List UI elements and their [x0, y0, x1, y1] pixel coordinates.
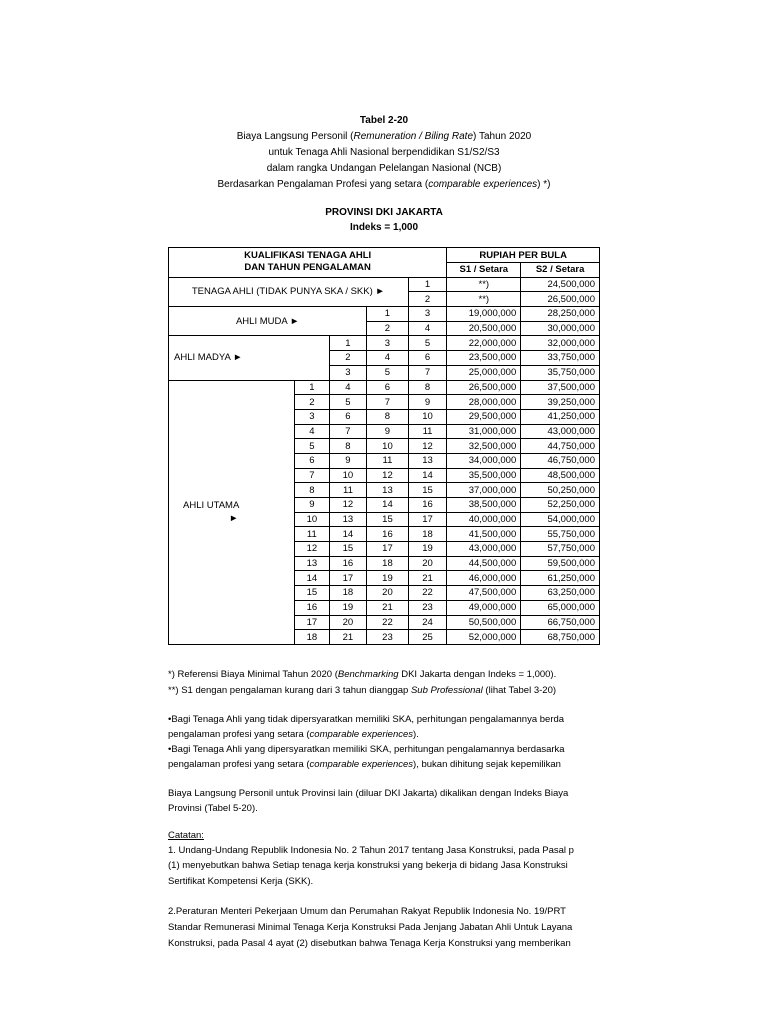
years-s1: 1 — [408, 277, 447, 292]
level-utama: 7 — [295, 468, 330, 483]
level-utama: 1 — [295, 380, 330, 395]
catatan-1-line-2: (1) menyebutkan bahwa Setiap tenaga kerja konstruksi yang bekerja di bidang Jasa Konstruksi — [168, 860, 568, 871]
level-muda: 15 — [367, 512, 408, 527]
header-s1: S1 / Setara — [447, 263, 521, 278]
level-madya: 19 — [329, 600, 367, 615]
level-madya: 5 — [329, 395, 367, 410]
value-s2: 59,500,000 — [521, 556, 600, 571]
value-s2: 24,500,000 — [521, 277, 600, 292]
header-s2: S2 / Setara — [521, 263, 600, 278]
level-madya: 13 — [329, 512, 367, 527]
level-muda: 23 — [367, 630, 408, 645]
years-s1: 14 — [408, 468, 447, 483]
value-s2: 43,000,000 — [521, 424, 600, 439]
bullet-2-line-2: pengalaman profesi yang setara (comparable experiences), bukan dihitung sejak kepemilikan — [168, 759, 561, 770]
note-1: *) Referensi Biaya Minimal Tahun 2020 (Benchmarking DKI Jakarta dengan Indeks = 1,000). — [168, 669, 557, 680]
level-madya: 20 — [329, 615, 367, 630]
years-s1: 9 — [408, 395, 447, 410]
level-utama: 4 — [295, 424, 330, 439]
value-s1: 47,500,000 — [447, 586, 521, 601]
years-s1: 13 — [408, 453, 447, 468]
value-s2: 39,250,000 — [521, 395, 600, 410]
level-muda: 14 — [367, 498, 408, 513]
value-s1: 43,000,000 — [447, 542, 521, 557]
years-s1: 17 — [408, 512, 447, 527]
level-utama: 5 — [295, 439, 330, 454]
note-2: **) S1 dengan pengalaman kurang dari 3 tahun dianggap Sub Professional (lihat Tabel 3-20) — [168, 685, 557, 696]
level-madya: 3 — [329, 365, 367, 380]
level-madya: 15 — [329, 542, 367, 557]
table-number: Tabel 2-20 — [359, 115, 409, 126]
level-utama: 13 — [295, 556, 330, 571]
level-madya: 14 — [329, 527, 367, 542]
level-muda: 4 — [367, 351, 408, 366]
value-s2: 37,500,000 — [521, 380, 600, 395]
value-s1: 29,500,000 — [447, 409, 521, 424]
value-s2: 30,000,000 — [521, 321, 600, 336]
years-s1: 21 — [408, 571, 447, 586]
years-s1: 18 — [408, 527, 447, 542]
years-s1: 12 — [408, 439, 447, 454]
remuneration-table — [168, 247, 600, 645]
value-s2: 32,000,000 — [521, 336, 600, 351]
value-s1: 50,500,000 — [447, 615, 521, 630]
level-utama: 18 — [295, 630, 330, 645]
catatan-2-line-3: Konstruksi, pada Pasal 4 ayat (2) disebutkan bahwa Tenaga Kerja Konstruksi yang memberikan — [168, 938, 571, 949]
value-s1: 23,500,000 — [447, 351, 521, 366]
value-s1: 31,000,000 — [447, 424, 521, 439]
level-muda: 1 — [367, 307, 408, 322]
value-s2: 66,750,000 — [521, 615, 600, 630]
level-muda: 12 — [367, 468, 408, 483]
level-madya: 12 — [329, 498, 367, 513]
years-s1: 8 — [408, 380, 447, 395]
years-s1: 10 — [408, 409, 447, 424]
value-s1: 49,000,000 — [447, 600, 521, 615]
value-s1: 44,500,000 — [447, 556, 521, 571]
label-ahli-utama — [169, 380, 295, 644]
table-row — [169, 336, 600, 351]
value-s1: 38,500,000 — [447, 498, 521, 513]
level-muda: 21 — [367, 600, 408, 615]
bullet-1-line-2: pengalaman profesi yang setara (comparable experiences). — [168, 729, 419, 740]
header-qualification-line-2: DAN TAHUN PENGALAMAN — [244, 262, 371, 274]
level-utama: 16 — [295, 600, 330, 615]
level-muda: 18 — [367, 556, 408, 571]
years-s1: 16 — [408, 498, 447, 513]
value-s1: 22,000,000 — [447, 336, 521, 351]
level-muda: 3 — [367, 336, 408, 351]
level-utama: 8 — [295, 483, 330, 498]
value-s2: 57,750,000 — [521, 542, 600, 557]
value-s2: 55,750,000 — [521, 527, 600, 542]
level-muda: 2 — [367, 321, 408, 336]
years-s1: 24 — [408, 615, 447, 630]
value-s1: **) — [447, 292, 521, 307]
level-utama: 15 — [295, 586, 330, 601]
years-s1: 25 — [408, 630, 447, 645]
level-muda: 11 — [367, 453, 408, 468]
years-s1: 4 — [408, 321, 447, 336]
label-tenaga-ahli: TENAGA AHLI (TIDAK PUNYA SKA / SKK) ► — [169, 277, 409, 306]
header-qualification-line-1: KUALIFIKASI TENAGA AHLI — [244, 250, 372, 262]
level-muda: 8 — [367, 409, 408, 424]
title-line-4: dalam rangka Undangan Pelelangan Nasional (NCB) — [266, 163, 502, 174]
level-madya: 10 — [329, 468, 367, 483]
level-muda: 20 — [367, 586, 408, 601]
title-line-5: Berdasarkan Pengalaman Profesi yang setara (comparable experiences) *) — [217, 179, 551, 190]
value-s1: 41,500,000 — [447, 527, 521, 542]
catatan-2-line-1: 2.Peraturan Menteri Pekerjaan Umum dan Perumahan Rakyat Republik Indonesia No. 19/PRT — [168, 906, 566, 917]
title-line-3: untuk Tenaga Ahli Nasional berpendidikan S1/S2/S3 — [268, 147, 500, 158]
value-s1: 25,000,000 — [447, 365, 521, 380]
index-heading: Indeks = 1,000 — [349, 222, 419, 233]
level-utama: 10 — [295, 512, 330, 527]
level-madya: 8 — [329, 439, 367, 454]
value-s2: 52,250,000 — [521, 498, 600, 513]
value-s1: 28,000,000 — [447, 395, 521, 410]
value-s2: 48,500,000 — [521, 468, 600, 483]
value-s1: 37,000,000 — [447, 483, 521, 498]
level-madya: 1 — [329, 336, 367, 351]
level-madya: 7 — [329, 424, 367, 439]
level-muda: 7 — [367, 395, 408, 410]
catatan-heading: Catatan: — [168, 830, 204, 841]
title-line-2: Biaya Langsung Personil (Remuneration / Biling Rate) Tahun 2020 — [236, 131, 532, 142]
level-utama: 14 — [295, 571, 330, 586]
catatan-1-line-1: 1. Undang-Undang Republik Indonesia No. 2 Tahun 2017 tentang Jasa Konstruksi, pada Pasal p — [168, 845, 574, 856]
years-s1: 19 — [408, 542, 447, 557]
bullet-1-line-1: •Bagi Tenaga Ahli yang tidak dipersyaratkan memiliki SKA, perhitungan pengalamannya berda — [168, 714, 565, 725]
level-muda: 17 — [367, 542, 408, 557]
arrow-right-icon: ► — [229, 513, 239, 525]
header-qualification — [169, 248, 447, 278]
level-madya: 18 — [329, 586, 367, 601]
value-s2: 65,000,000 — [521, 600, 600, 615]
value-s2: 46,750,000 — [521, 453, 600, 468]
years-s1: 20 — [408, 556, 447, 571]
years-s1: 6 — [408, 351, 447, 366]
level-madya: 4 — [329, 380, 367, 395]
value-s1: 34,000,000 — [447, 453, 521, 468]
table-row — [169, 277, 600, 292]
level-muda: 9 — [367, 424, 408, 439]
level-muda: 13 — [367, 483, 408, 498]
table-row — [169, 307, 600, 322]
level-madya: 16 — [329, 556, 367, 571]
value-s2: 54,000,000 — [521, 512, 600, 527]
table-row — [169, 248, 600, 263]
province-heading: PROVINSI DKI JAKARTA — [325, 207, 443, 218]
value-s2: 35,750,000 — [521, 365, 600, 380]
level-utama: 17 — [295, 615, 330, 630]
value-s1: 40,000,000 — [447, 512, 521, 527]
years-s1: 2 — [408, 292, 447, 307]
value-s1: 19,000,000 — [447, 307, 521, 322]
label-ahli-utama-text: AHLI UTAMA — [183, 500, 240, 512]
level-muda: 6 — [367, 380, 408, 395]
paragraph-line-1: Biaya Langsung Personil untuk Provinsi lain (diluar DKI Jakarta) dikalikan dengan Indeks Biaya — [168, 788, 569, 799]
value-s1: 35,500,000 — [447, 468, 521, 483]
level-utama: 12 — [295, 542, 330, 557]
header-rupiah: RUPIAH PER BULA — [447, 248, 600, 263]
level-utama: 2 — [295, 395, 330, 410]
level-madya: 21 — [329, 630, 367, 645]
years-s1: 22 — [408, 586, 447, 601]
value-s2: 68,750,000 — [521, 630, 600, 645]
value-s2: 63,250,000 — [521, 586, 600, 601]
value-s2: 61,250,000 — [521, 571, 600, 586]
catatan-1-line-3: Sertifikat Kompetensi Kerja (SKK). — [168, 876, 314, 887]
value-s1: 52,000,000 — [447, 630, 521, 645]
paragraph-line-2: Provinsi (Tabel 5-20). — [168, 803, 258, 814]
value-s1: **) — [447, 277, 521, 292]
years-s1: 11 — [408, 424, 447, 439]
level-muda: 5 — [367, 365, 408, 380]
value-s1: 20,500,000 — [447, 321, 521, 336]
level-muda: 10 — [367, 439, 408, 454]
level-utama: 11 — [295, 527, 330, 542]
value-s1: 46,000,000 — [447, 571, 521, 586]
years-s1: 3 — [408, 307, 447, 322]
label-ahli-madya: AHLI MADYA ► — [169, 336, 330, 380]
level-madya: 6 — [329, 409, 367, 424]
label-ahli-muda: AHLI MUDA ► — [169, 307, 367, 336]
value-s2: 41,250,000 — [521, 409, 600, 424]
value-s2: 44,750,000 — [521, 439, 600, 454]
level-madya: 2 — [329, 351, 367, 366]
years-s1: 7 — [408, 365, 447, 380]
level-madya: 9 — [329, 453, 367, 468]
value-s2: 26,500,000 — [521, 292, 600, 307]
value-s2: 50,250,000 — [521, 483, 600, 498]
level-utama: 9 — [295, 498, 330, 513]
value-s1: 32,500,000 — [447, 439, 521, 454]
level-muda: 19 — [367, 571, 408, 586]
table-row — [169, 380, 600, 395]
value-s2: 33,750,000 — [521, 351, 600, 366]
value-s1: 26,500,000 — [447, 380, 521, 395]
level-muda: 22 — [367, 615, 408, 630]
years-s1: 5 — [408, 336, 447, 351]
years-s1: 23 — [408, 600, 447, 615]
catatan-2-line-2: Standar Remunerasi Minimal Tenaga Kerja Konstruksi Pada Jenjang Jabatan Ahli Untuk Layana — [168, 922, 573, 933]
level-utama: 6 — [295, 453, 330, 468]
level-utama: 3 — [295, 409, 330, 424]
level-madya: 11 — [329, 483, 367, 498]
level-muda: 16 — [367, 527, 408, 542]
years-s1: 15 — [408, 483, 447, 498]
value-s2: 28,250,000 — [521, 307, 600, 322]
bullet-2-line-1: •Bagi Tenaga Ahli yang dipersyaratkan memiliki SKA, perhitungan pengalamannya berdasarka — [168, 744, 565, 755]
level-madya: 17 — [329, 571, 367, 586]
